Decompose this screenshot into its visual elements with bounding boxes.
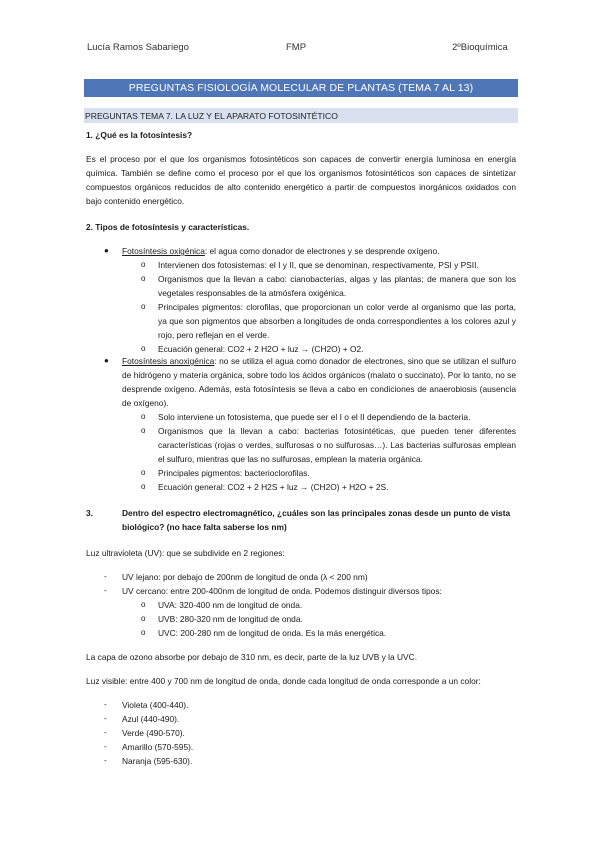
dash-marker: - — [104, 714, 107, 723]
sub-marker: o — [141, 274, 146, 283]
anoxygenic-item: Principales pigmentos: bacterioclorofilas. — [158, 468, 310, 478]
color-item: Violeta (400-440). — [122, 700, 189, 710]
anoxygenic-item: Organismos que la llevan a cabo: bacterias fotosintéticas, que pueden tener diferentes características (rojas o verdes, sulfurosas o no sulfurosas…). Las bacterias sulfurosas emplean el sulfuro, mientras que las no sulfurosas, emplean la materia orgánica. — [158, 426, 516, 464]
sub-marker: o — [141, 344, 146, 353]
oxygenic-desc: : el agua como donador de electrones y se desprende oxígeno. — [204, 246, 440, 256]
uv-type: UVA: 320-400 nm de longitud de onda. — [158, 600, 303, 610]
dash-marker: - — [104, 586, 107, 595]
q3-title: Dentro del espectro electromagnético, ¿cuáles son las principales zonas desde un punto de vista biológico? (no hace falta saberse los nm) — [122, 508, 511, 532]
dash-marker: - — [104, 700, 107, 709]
color-item: Naranja (595-630). — [122, 756, 193, 766]
section-title-text: PREGUNTAS TEMA 7. LA LUZ Y EL APARATO FOTOSINTÉTICO — [85, 110, 338, 121]
color-item: Amarillo (570-595). — [122, 742, 194, 752]
sub-marker: o — [141, 600, 146, 609]
dash-marker: - — [104, 742, 107, 751]
sub-marker: o — [141, 628, 146, 637]
dash-marker: - — [104, 572, 107, 581]
q1-answer: Es el proceso por el que los organismos fotosintéticos son capaces de convertir energía luminosa en energía química. También se define como el proceso por el que los organismos fotosintéticos son capaces de sintetizar compuestos orgánicos reducidos de alto contenido energético a partir de compuestos inorgánicos oxidados con bajo contenido energético. — [86, 154, 516, 206]
header-degree: 2ºBioquímica — [452, 42, 508, 53]
anoxygenic-term: Fotosíntesis anoxigénica — [122, 356, 215, 366]
anoxygenic-item: Ecuación general: CO2 + 2 H2S + luz → (CH2O) + H2O + 2S. — [158, 482, 389, 492]
anoxygenic-desc: : no se utiliza el agua como donador de electrones, sino que se utilizan el sulfuro de hidrógeno y materia orgánica, sobre todo los ácidos orgánicos (malato o succinato). Por lo tanto, no se desprende oxígeno. Además, esta fotosíntesis se lleva a cabo en condiciones de anaerobiosis (ausencia de oxígeno). — [122, 356, 517, 408]
sub-marker: o — [141, 426, 146, 435]
anoxygenic-paragraph — [122, 354, 516, 410]
dash-marker: - — [104, 756, 107, 765]
sub-marker: o — [141, 482, 146, 491]
oxygenic-term: Fotosíntesis oxigénica — [122, 246, 205, 256]
q1-title: 1. ¿Qué es la fotosíntesis? — [86, 130, 193, 140]
color-item: Verde (490-570). — [122, 728, 185, 738]
ozone-note: La capa de ozono absorbe por debajo de 310 nm, es decir, parte de la luz UVB y la UVC. — [86, 652, 418, 662]
dash-marker: - — [104, 728, 107, 737]
uv-type: UVC: 200-280 nm de longitud de onda. Es la más energética. — [158, 628, 387, 638]
section-title — [84, 108, 518, 123]
uv-intro: Luz ultravioleta (UV): que se subdivide en 2 regiones: — [86, 548, 285, 558]
uv-near: UV cercano: entre 200-400nm de longitud de onda. Podemos distinguir diversos tipos: — [122, 586, 442, 596]
sub-marker: o — [141, 302, 146, 311]
oxygenic-item: Ecuación general: CO2 + 2 H2O + luz → (CH2O) + O2. — [158, 344, 364, 354]
banner-title: PREGUNTAS FISIOLOGÍA MOLECULAR DE PLANTAS (TEMA 7 AL 13) — [84, 79, 518, 97]
bullet-marker: ● — [104, 246, 109, 255]
sub-marker: o — [141, 468, 146, 477]
uv-far: UV lejano: por debajo de 200nm de longitud de onda (λ < 200 nm) — [122, 572, 368, 582]
oxygenic-item: Organismos que la llevan a cabo: cianobacterias, algas y las plantas; de manera que son los vegetales responsables de la atmósfera oxigénica. — [158, 274, 516, 298]
bullet-marker: ● — [104, 356, 109, 365]
header-course: FMP — [286, 42, 307, 53]
uv-type: UVB: 280-320 nm de longitud de onda. — [158, 614, 303, 624]
color-item: Azul (440-490). — [122, 714, 180, 724]
visible-intro: Luz visible: entre 400 y 700 nm de longitud de onda, donde cada longitud de onda corresponde a un color: — [86, 676, 481, 686]
sub-marker: o — [141, 260, 146, 269]
q3-number: 3. — [86, 508, 93, 518]
sub-marker: o — [141, 614, 146, 623]
oxygenic-paragraph — [122, 244, 516, 258]
oxygenic-item: Principales pigmentos: clorofilas, que proporcionan un color verde al organismo que las porta, ya que son pigmentos que absorben a longitudes de onda correspondientes a los colores azul y rojo, pero reflejan en el verde. — [158, 302, 516, 340]
q2-title: 2. Tipos de fotosíntesis y características. — [86, 222, 250, 232]
oxygenic-item: Intervienen dos fotosistemas: el I y II, que se denominan, respectivamente, PSI y PSII. — [158, 260, 479, 270]
sub-marker: o — [141, 412, 146, 421]
anoxygenic-item: Solo interviene un fotosistema, que puede ser el I o el II dependiendo de la bacteria. — [158, 412, 471, 422]
header-author: Lucía Ramos Sabariego — [87, 42, 189, 53]
